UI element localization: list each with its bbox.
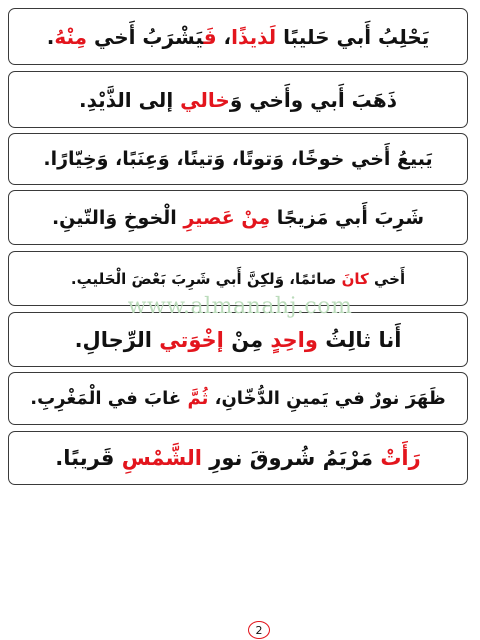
sentence-text bbox=[79, 88, 397, 112]
sentence-text bbox=[52, 207, 424, 229]
sentence-segment: أَخي bbox=[368, 269, 406, 288]
sentence-text bbox=[47, 25, 430, 49]
sentence-box-6 bbox=[8, 312, 468, 367]
sentence-segment: يَبيعُ أَخي خوخًا، وَتوتًا، وَتينًا، وَعِنَبًا، وَخِيّارًا. bbox=[43, 148, 433, 170]
sentence-segment: ذَهَبَ أَبي وأَخي وَ bbox=[229, 87, 397, 112]
sentence-box-3 bbox=[8, 133, 468, 185]
highlight-word: كانَ bbox=[341, 269, 369, 288]
sentence-segment: يَحْلِبُ أَبي حَليبًا bbox=[276, 24, 430, 49]
sentence-box-2 bbox=[8, 71, 468, 128]
sentence-segment: أَنا ثالِثُ bbox=[317, 327, 402, 352]
sentence-text bbox=[71, 270, 405, 288]
highlight-word: الشَّمْسِ bbox=[121, 446, 202, 470]
highlight-word: ثُمَّ bbox=[187, 388, 209, 409]
highlight-word: مِنْهُ bbox=[54, 24, 87, 49]
sentence-segment: صائمًا، وَلكِنَّ أَبي شَرِبَ بَعْضَ الْحَليبِ. bbox=[70, 269, 342, 288]
sentence-segment: يَشْرَبُ أَخي bbox=[87, 24, 204, 49]
sentence-box-4 bbox=[8, 190, 468, 245]
watermark: www.almanahj.com bbox=[127, 294, 353, 319]
sentence-box-8 bbox=[8, 431, 468, 485]
sentence-text bbox=[75, 328, 402, 352]
highlight-word: مِنْ عَصيرِ bbox=[183, 206, 271, 229]
sentence-text bbox=[43, 148, 432, 170]
sentence-segment: مَرْيَمُ شُروقَ نورِ bbox=[201, 446, 381, 470]
highlight-word: رَأَتْ bbox=[380, 446, 421, 470]
sentence-segment: الرِّجالِ. bbox=[74, 327, 160, 352]
highlight-word: خالي bbox=[180, 87, 230, 112]
sentence-box-1 bbox=[8, 8, 468, 65]
highlight-word: لَذيذًا bbox=[231, 24, 277, 49]
sentence-segment: الْخوخِ وَالتّينِ. bbox=[51, 206, 184, 229]
sentence-segment: إلى الذَّيْدِ. bbox=[79, 87, 181, 112]
sentence-text bbox=[55, 446, 420, 470]
sentence-text bbox=[30, 388, 446, 409]
highlight-word: إخْوَتي bbox=[159, 327, 224, 352]
sentence-segment: غابَ في الْمَغْرِبِ. bbox=[30, 388, 188, 409]
sentence-segment: قَريبًا. bbox=[55, 446, 122, 470]
sentence-segment: ظَهَرَ نورٌ في يَمينِ الدُّخّانِ، bbox=[208, 388, 446, 409]
sentence-segment: ، bbox=[216, 24, 232, 49]
sentence-segment: . bbox=[46, 24, 55, 49]
sentence-segment: شَرِبَ أَبي مَزيجًا bbox=[270, 206, 425, 229]
highlight-word: فَ bbox=[203, 24, 217, 49]
page-number: 2 bbox=[248, 621, 270, 639]
sentence-box-7 bbox=[8, 372, 468, 425]
highlight-word: واحِدٍ bbox=[270, 327, 318, 352]
sentence-segment: مِنْ bbox=[223, 327, 271, 352]
